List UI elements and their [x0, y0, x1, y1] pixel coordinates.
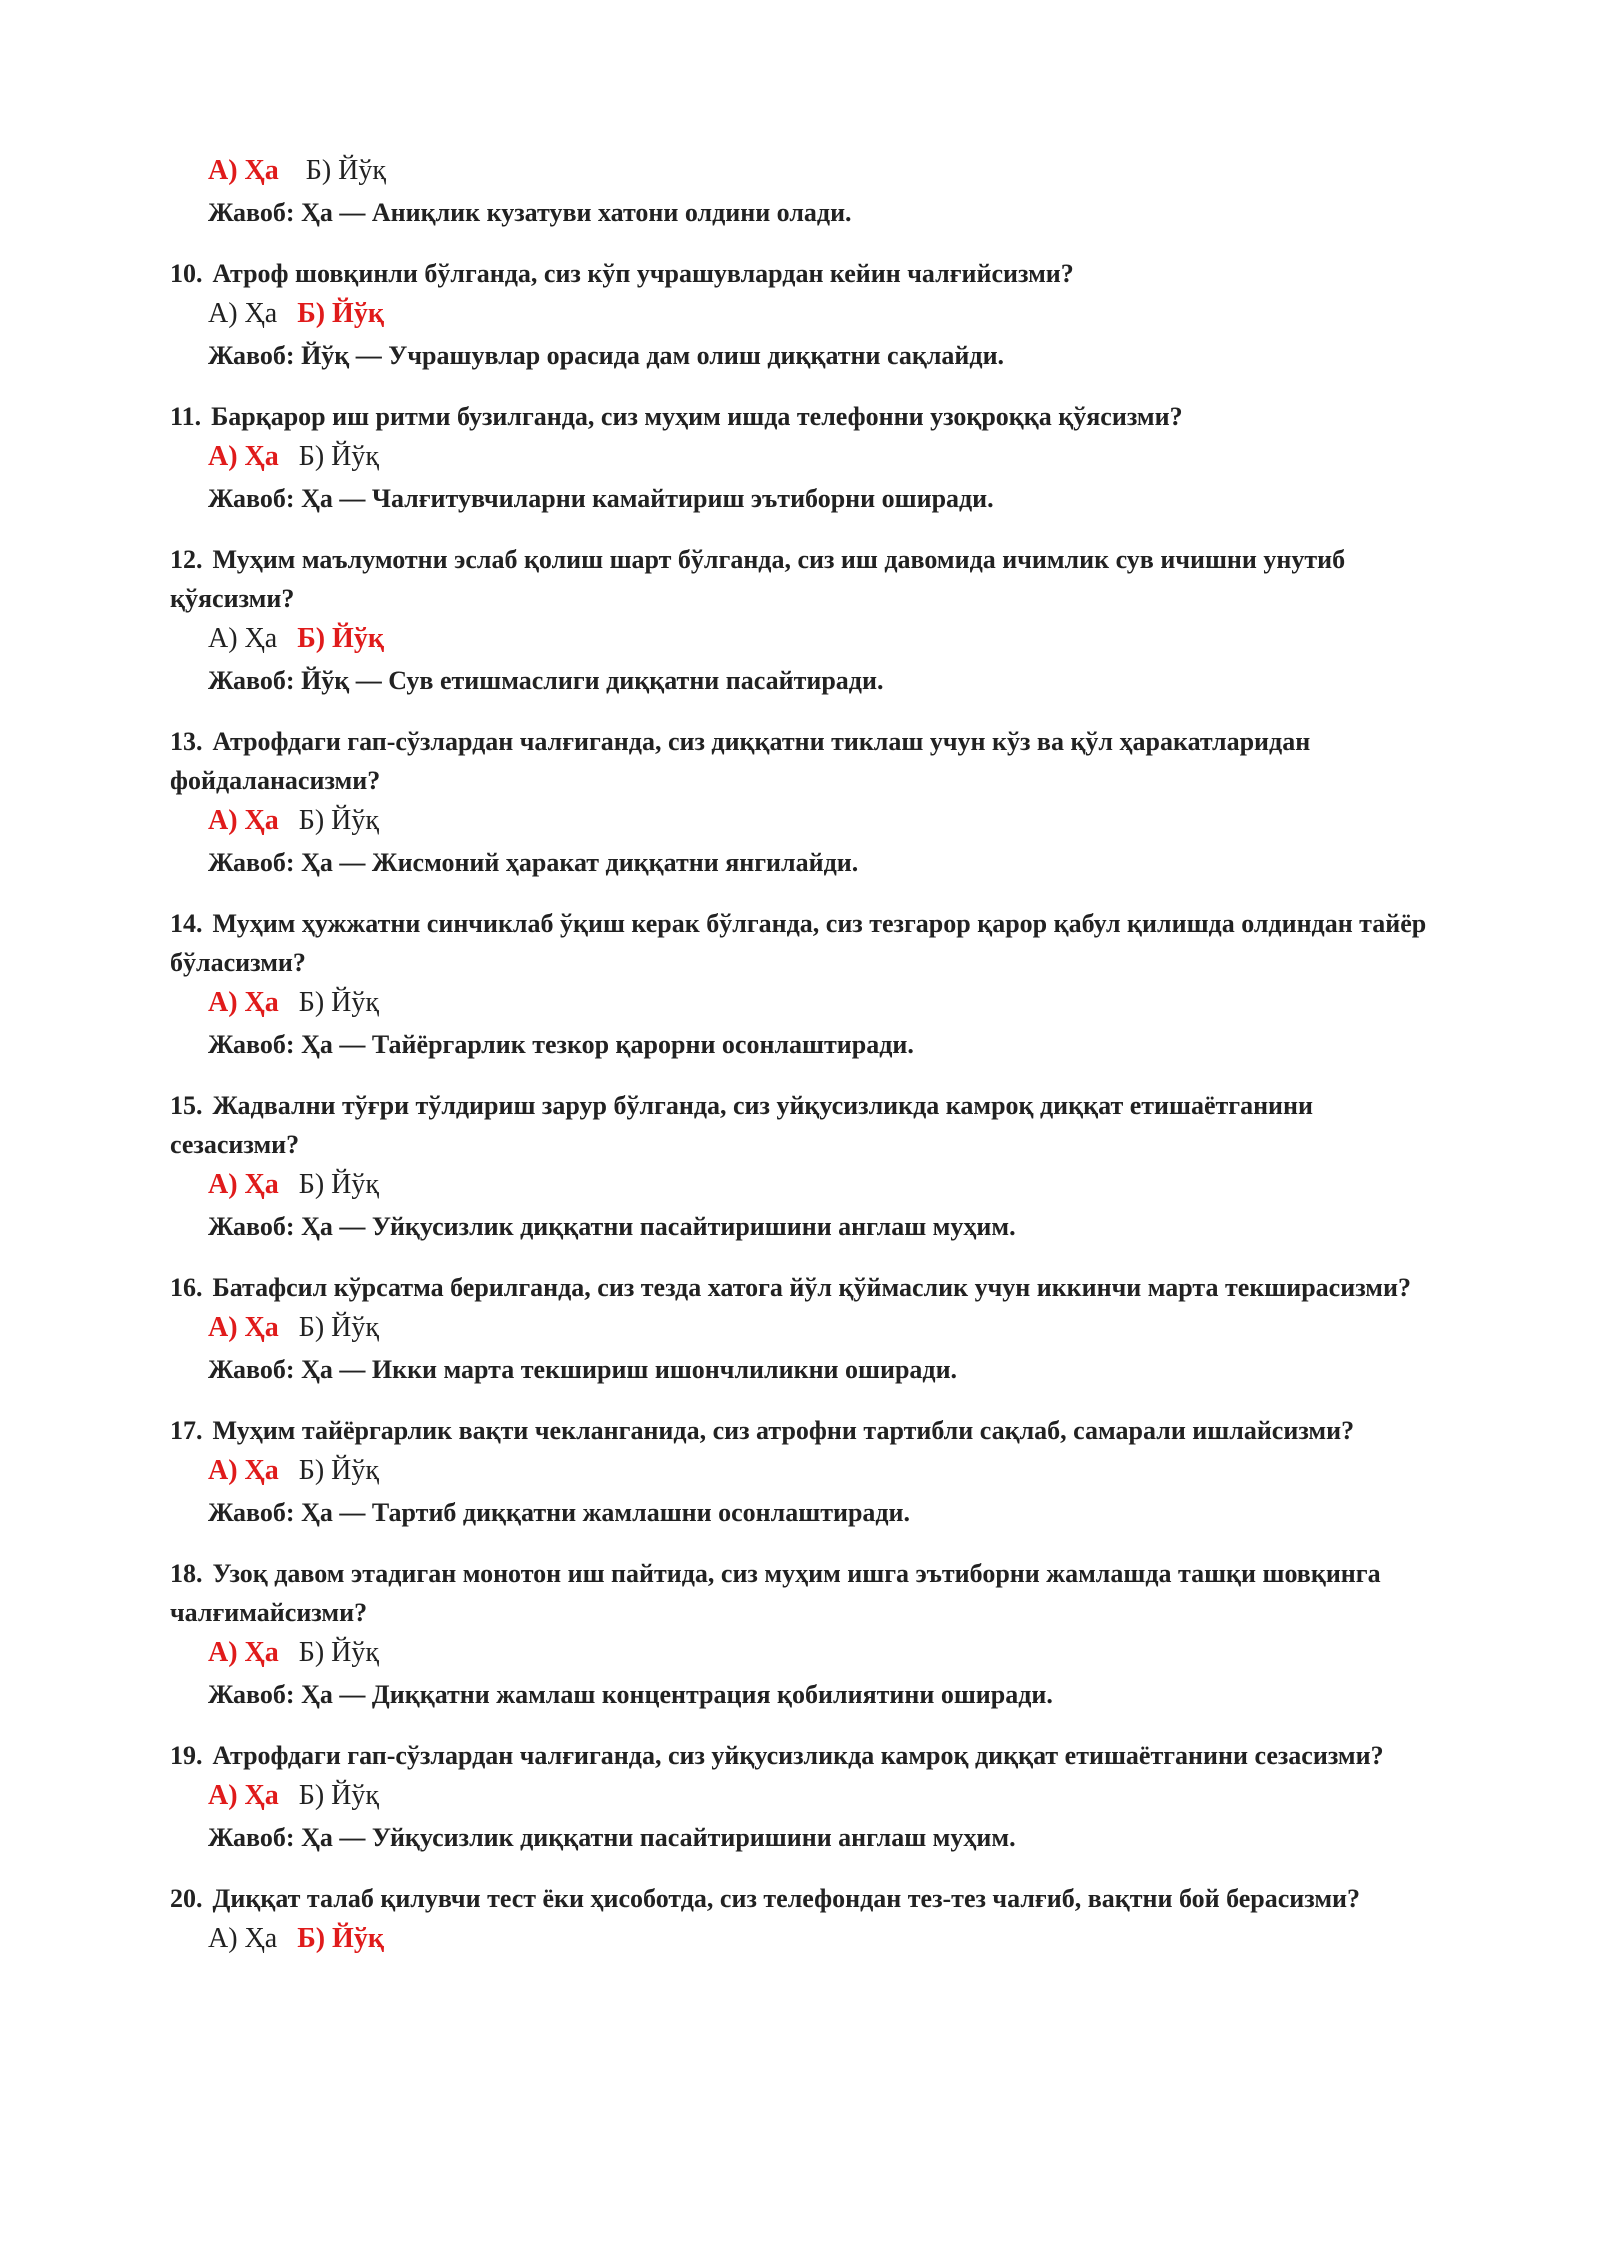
answer-line: Жавоб: Ҳа — Диққатни жамлаш концентрация қобилиятини оширади. — [208, 1680, 1053, 1709]
answer-line: Жавоб: Ҳа — Тартиб диққатни жамлашни осонлаштиради. — [208, 1498, 911, 1527]
answer-line: Жавоб: Ҳа — Икки марта текшириш ишончлиликни оширади. — [208, 1355, 958, 1384]
options-row — [208, 1775, 1440, 1817]
question-text — [170, 397, 1440, 436]
option-a[interactable]: А) Ҳа — [208, 623, 278, 654]
answer-line: Жавоб: Ҳа — Уйқусизлик диққатни пасайтиришини англаш муҳим. — [208, 1823, 1016, 1852]
option-b[interactable]: Б) Йўқ — [297, 1923, 384, 1954]
question-text — [170, 1268, 1440, 1307]
question-number: 13. — [170, 727, 203, 756]
option-a[interactable]: А) Ҳа — [208, 1312, 279, 1343]
question-body: Атрофдаги гап-сўзлардан чалғиганда, сиз уйқусизликда камроқ диққат етишаётганини сезасизми? — [212, 1741, 1384, 1770]
question-item — [170, 1554, 1440, 1716]
options-row — [208, 293, 1440, 335]
question-body: Батафсил кўрсатма берилганда, сиз тезда хатога йўл қўймаслик учун иккинчи марта текширасизми? — [212, 1273, 1411, 1302]
question-text — [170, 1554, 1440, 1632]
question-item — [170, 540, 1440, 702]
question-text — [170, 722, 1440, 800]
question-body: Атроф шовқинли бўлганда, сиз кўп учрашувлардан кейин чалғийсизми? — [212, 259, 1074, 288]
answer-line: Жавоб: Ҳа — Уйқусизлик диққатни пасайтиришини англаш муҳим. — [208, 1212, 1016, 1241]
answer-line: Жавоб: Йўқ — Сув етишмаслиги диққатни пасайтиради. — [208, 666, 884, 695]
option-b[interactable]: Б) Йўқ — [297, 623, 384, 654]
question-number: 18. — [170, 1559, 203, 1588]
question-body: Муҳим тайёргарлик вақти чекланганида, сиз атрофни тартибли сақлаб, самарали ишлайсизми? — [212, 1416, 1355, 1445]
question-fragment-top — [170, 150, 1440, 234]
question-item — [170, 254, 1440, 377]
options-row — [208, 800, 1440, 842]
question-body: Муҳим ҳужжатни синчиклаб ўқиш керак бўлганда, сиз тезгарор қарор қабул қилишда олдиндан тайёр бўласизми? — [170, 909, 1427, 977]
option-a[interactable]: А) Ҳа — [208, 441, 279, 472]
options-row — [208, 982, 1440, 1024]
option-b[interactable]: Б) Йўқ — [298, 1455, 379, 1486]
options-row — [208, 1450, 1440, 1492]
option-b[interactable]: Б) Йўқ — [298, 1312, 379, 1343]
question-number: 15. — [170, 1091, 203, 1120]
option-a[interactable]: А) Ҳа — [208, 1455, 279, 1486]
question-number: 10. — [170, 259, 203, 288]
option-a[interactable]: А) Ҳа — [208, 1780, 279, 1811]
options-row — [208, 1632, 1440, 1674]
question-body: Диққат талаб қилувчи тест ёки ҳисоботда, сиз телефондан тез-тез чалғиб, вақтни бой берасизми? — [212, 1884, 1361, 1913]
question-number: 14. — [170, 909, 203, 938]
question-number: 19. — [170, 1741, 203, 1770]
question-item — [170, 1411, 1440, 1534]
question-number: 16. — [170, 1273, 203, 1302]
question-number: 17. — [170, 1416, 203, 1445]
question-number: 11. — [170, 402, 202, 431]
question-text — [170, 254, 1440, 293]
question-body: Барқарор иш ритми бузилганда, сиз муҳим ишда телефонни узоқроққа қўясизми? — [211, 402, 1183, 431]
question-text — [170, 1411, 1440, 1450]
question-text — [170, 1736, 1440, 1775]
option-a[interactable]: А) Ҳа — [208, 1169, 279, 1200]
option-a[interactable]: А) Ҳа — [208, 987, 279, 1018]
question-text — [170, 904, 1440, 982]
answer-line: Жавоб: Ҳа — Чалғитувчиларни камайтириш эътиборни оширади. — [208, 484, 994, 513]
question-body: Атрофдаги гап-сўзлардан чалғиганда, сиз диққатни тиклаш учун кўз ва қўл ҳаракатларидан фойдаланасизми? — [170, 727, 1311, 795]
question-text — [170, 540, 1440, 618]
question-number: 20. — [170, 1884, 203, 1913]
question-item — [170, 397, 1440, 520]
question-item — [170, 1879, 1440, 1960]
question-number: 12. — [170, 545, 203, 574]
options-row — [208, 436, 1440, 478]
question-item — [170, 1736, 1440, 1859]
options-row — [208, 150, 1440, 192]
question-body: Узоқ давом этадиган монотон иш пайтида, сиз муҳим ишга эътиборни жамлашда ташқи шовқинга чалғимайсизми? — [170, 1559, 1381, 1627]
option-b[interactable]: Б) Йўқ — [297, 298, 384, 329]
question-list — [170, 254, 1440, 1960]
question-body: Муҳим маълумотни эслаб қолиш шарт бўлганда, сиз иш давомида ичимлик сув ичишни унутиб қўясизми? — [170, 545, 1346, 613]
option-b[interactable]: Б) Йўқ — [298, 805, 379, 836]
answer-line: Жавоб: Йўқ — Учрашувлар орасида дам олиш диққатни сақлайди. — [208, 341, 1005, 370]
question-item — [170, 1268, 1440, 1391]
option-a[interactable]: А) Ҳа — [208, 1637, 279, 1668]
option-a[interactable]: А) Ҳа — [208, 805, 279, 836]
option-a[interactable]: А) Ҳа — [208, 155, 279, 186]
option-b[interactable]: Б) Йўқ — [298, 987, 379, 1018]
options-row — [208, 618, 1440, 660]
option-b[interactable]: Б) Йўқ — [298, 1169, 379, 1200]
options-row — [208, 1307, 1440, 1349]
options-row — [208, 1918, 1440, 1960]
options-row — [208, 1164, 1440, 1206]
answer-line: Жавоб: Ҳа — Тайёргарлик тезкор қарорни осонлаштиради. — [208, 1030, 914, 1059]
option-b[interactable]: Б) Йўқ — [298, 441, 379, 472]
question-item — [170, 904, 1440, 1066]
quiz-page — [170, 150, 1440, 1980]
question-body: Жадвални тўғри тўлдириш зарур бўлганда, сиз уйқусизликда камроқ диққат етишаётганини сезасизми? — [170, 1091, 1313, 1159]
question-item — [170, 1086, 1440, 1248]
question-text — [170, 1086, 1440, 1164]
option-b[interactable]: Б) Йўқ — [298, 1780, 379, 1811]
question-item — [170, 722, 1440, 884]
answer-line: Жавоб: Ҳа — Жисмоний ҳаракат диққатни янгилайди. — [208, 848, 859, 877]
question-text — [170, 1879, 1440, 1918]
option-b[interactable]: Б) Йўқ — [305, 155, 386, 186]
option-a[interactable]: А) Ҳа — [208, 298, 278, 329]
option-b[interactable]: Б) Йўқ — [298, 1637, 379, 1668]
answer-line: Жавоб: Ҳа — Аниқлик кузатуви хатони олдини олади. — [208, 198, 852, 227]
option-a[interactable]: А) Ҳа — [208, 1923, 278, 1954]
